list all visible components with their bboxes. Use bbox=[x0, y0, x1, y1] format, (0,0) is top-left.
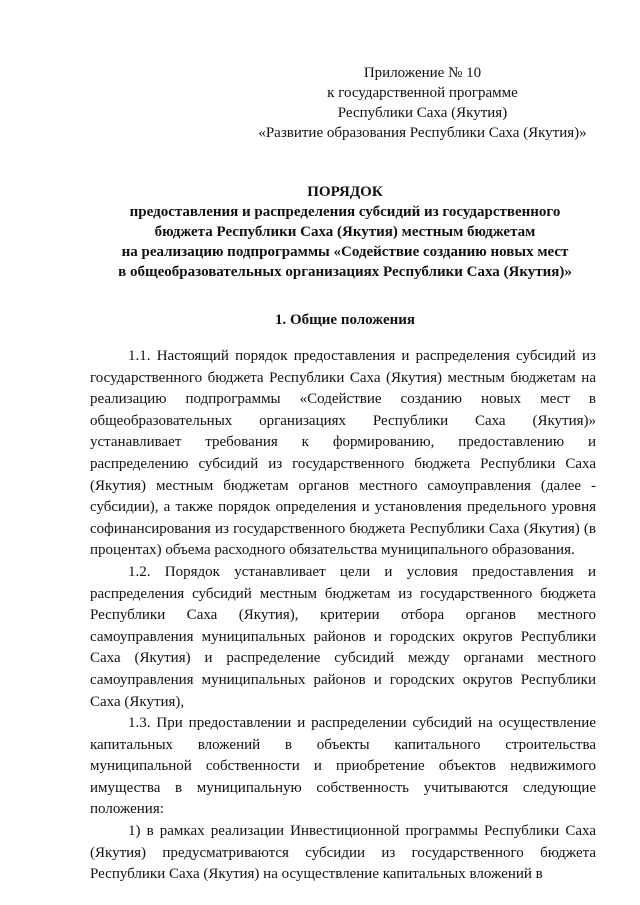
section-heading: 1. Общие положения bbox=[274, 312, 416, 328]
paragraph-1-1: 1.1. Настоящий порядок предоставления и распределения субсидий из государственного бюджета Республики Саха (Якутия) местным бюджетам на реализацию подпрограммы «Содействие созданию новых мест в общеобразовательных организациях Республики Саха (Якутия)» устанавливает требования к формированию, предоставлению и распределению субсидий из государственного бюджета Республики Саха (Якутия) местным бюджетам органов местного самоуправления (далее - субсидии), а также порядок определения и установления предельного уровня софинансирования из государственного бюджета Республики Саха (Якутия) (в процентах) объема расходного обязательства муниципального образования. bbox=[90, 348, 596, 559]
appendix-line: Приложение № 10 bbox=[363, 65, 482, 81]
title-line: бюджета Республики Саха (Якутия) местным бюджетам bbox=[154, 224, 536, 240]
appendix-line: к государственной программе bbox=[327, 85, 518, 101]
paragraph-1-3-item-1: 1) в рамках реализации Инвестиционной программы Республики Саха (Якутия) предусматриваются субсидии из государственного бюджета Республики Саха (Якутия) на осуществление капитальных вложений в bbox=[90, 823, 596, 883]
appendix-line: Республики Саха (Якутия) bbox=[337, 105, 508, 121]
paragraph-1-2: 1.2. Порядок устанавливает цели и условия предоставления и распределения субсидий местным бюджетам из государственного бюджета Республики Саха (Якутия), критерии отбора органов местного самоуправления муниципальных районов и городских округов Республики Саха (Якутия) и распределение субсидий между органами местного самоуправления муниципальных районов и городских округов Республики Саха (Якутия), bbox=[90, 563, 596, 710]
paragraph-1-3: 1.3. При предоставлении и распределении субсидий на осуществление капитальных вложений в объекты капитального строительства муниципальной собственности и приобретение объектов недвижимого имущества в муниципальную собственность учитываются следующие положения: bbox=[90, 715, 596, 818]
title-heading: ПОРЯДОК bbox=[307, 184, 383, 200]
document-title bbox=[90, 182, 600, 282]
appendix-line: «Развитие образования Республики Саха (Якутия)» bbox=[258, 125, 587, 141]
title-line: предоставления и распределения субсидий из государственного bbox=[129, 204, 561, 220]
title-line: в общеобразовательных организациях Республики Саха (Якутия)» bbox=[118, 264, 572, 280]
body-text bbox=[90, 346, 596, 886]
title-line: на реализацию подпрограммы «Содействие созданию новых мест bbox=[121, 244, 569, 260]
appendix-block bbox=[250, 63, 595, 143]
